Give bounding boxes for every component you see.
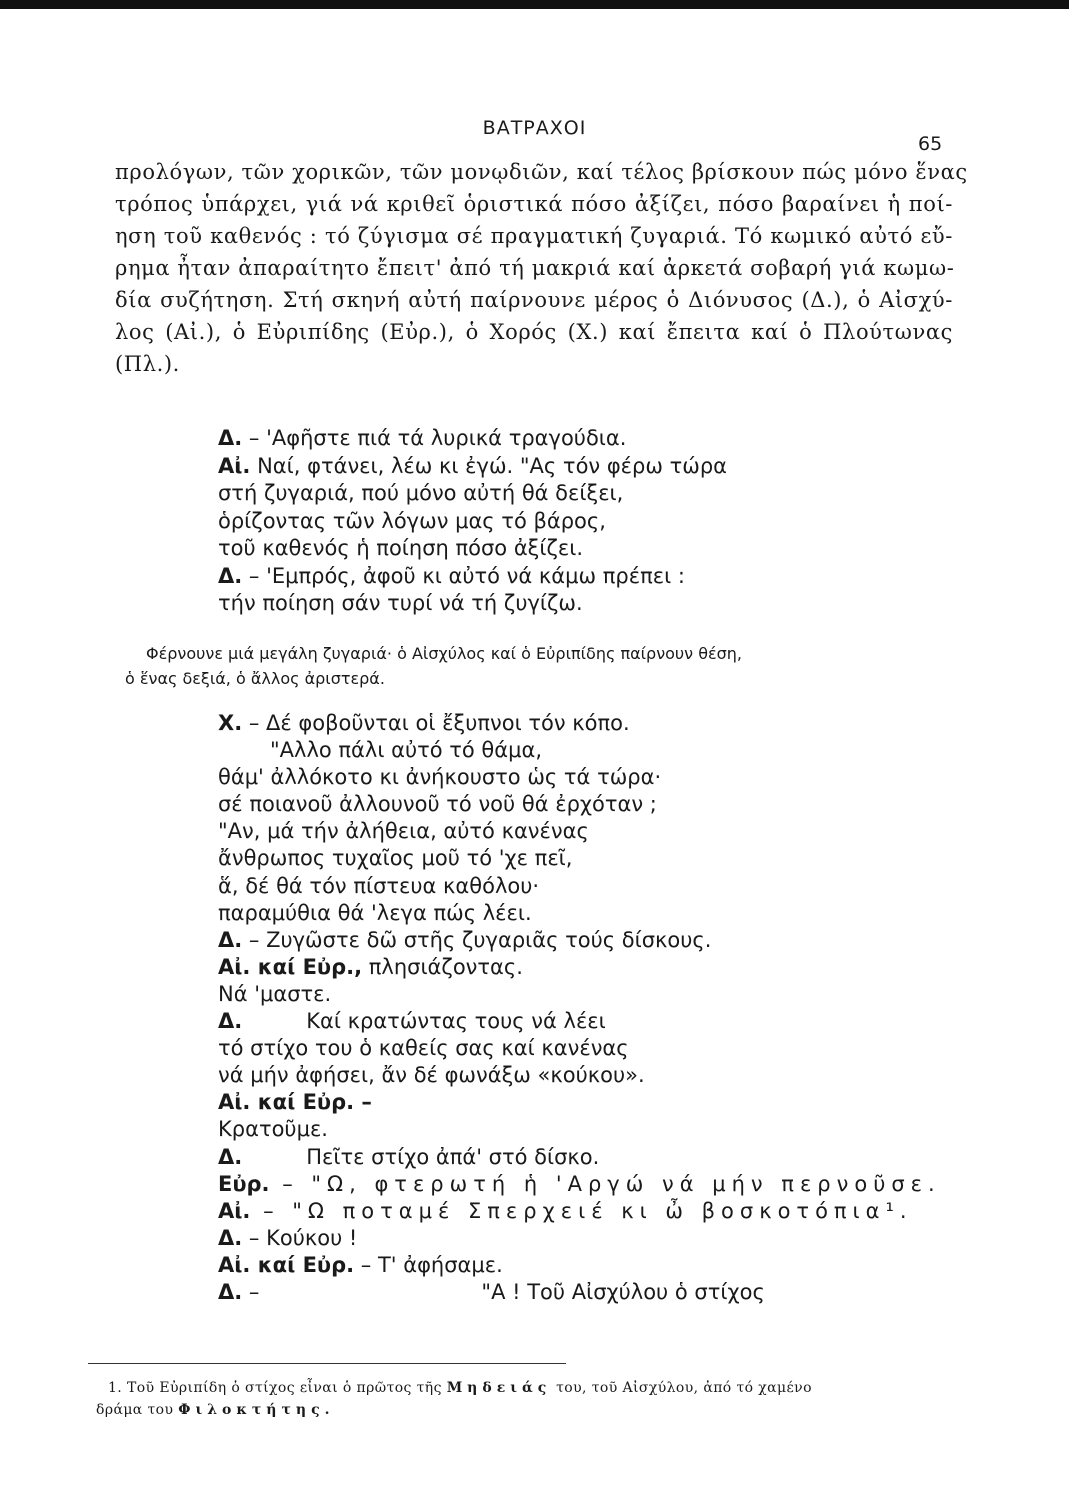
verse-line bbox=[218, 818, 941, 845]
verse-text: παραμύθια θά 'λεγα πώς λέει. bbox=[218, 900, 532, 925]
verse-line bbox=[218, 1252, 941, 1279]
speaker-label: Αἰ. bbox=[218, 453, 251, 478]
verse-line bbox=[218, 791, 941, 818]
speaker-label: Αἰ. καί Εὐρ. bbox=[218, 1252, 355, 1277]
verse-line bbox=[218, 710, 941, 737]
speaker-label: Δ. bbox=[218, 1144, 243, 1169]
verse-text: "Αλλο πάλι αὐτό τό θάμα, bbox=[270, 738, 542, 763]
footnote-text: του, τοῦ Αἰσχύλου, ἀπό τό χαμένο bbox=[556, 1380, 812, 1396]
prose-line: ρημα ἦταν ἀπαραίτητο ἔπειτ' ἀπό τή μακριά καί ἀρκετά σοβαρή γιά κωμω- bbox=[115, 256, 955, 280]
verse-text: – 'Αφῆστε πιά τά λυρικά τραγούδια. bbox=[242, 426, 627, 450]
verse-text: ὁρίζοντας τῶν λόγων μας τό βάρος, bbox=[218, 508, 606, 533]
verse-line bbox=[218, 1144, 941, 1171]
verse-line bbox=[218, 1198, 941, 1225]
verse-line bbox=[218, 764, 941, 791]
verse-text: θάμ' ἀλλόκοτο κι ἀνήκουστο ὡς τά τώρα· bbox=[218, 765, 662, 790]
verse-text: Νά 'μαστε. bbox=[218, 981, 332, 1006]
verse-line bbox=[218, 1171, 941, 1198]
verse-line bbox=[218, 981, 941, 1008]
verse-line bbox=[218, 737, 941, 764]
verse-text: "Α ! Τοῦ Αἰσχύλου ὁ στίχος bbox=[481, 1279, 765, 1304]
verse-line bbox=[218, 535, 727, 563]
verse-text: τοῦ καθενός ἡ ποίηση πόσο ἀξίζει. bbox=[218, 536, 584, 560]
top-edge-rule bbox=[0, 0, 1069, 9]
speaker-label: Εὐρ. bbox=[218, 1171, 270, 1196]
verse-text: Καί κρατώντας τους νά λέει bbox=[306, 1009, 606, 1034]
verse-dash: – bbox=[242, 1279, 260, 1304]
verse-text: ἄνθρωπος τυχαῖος μοῦ τό 'χε πεῖ, bbox=[218, 846, 573, 871]
speaker-label: Δ. bbox=[218, 1225, 243, 1250]
verse-text: τό στίχο του ὁ καθείς σας καί κανένας bbox=[218, 1036, 629, 1061]
verse-line bbox=[218, 873, 941, 900]
verse-line bbox=[218, 425, 727, 453]
speaker-label: Αἰ. bbox=[218, 1198, 251, 1223]
speaker-label: Αἰ. καί Εὐρ. – bbox=[218, 1090, 372, 1115]
running-title: ΒΑΤΡΑΧΟΙ bbox=[482, 117, 587, 139]
verse-line bbox=[218, 1116, 941, 1143]
verse-text: – Δέ φοβοῦνται οἱ ἔξυπνοι τόν κόπο. bbox=[242, 711, 630, 735]
verse-text: νά μήν ἀφήσει, ἄν δέ φωνάξω «κούκου». bbox=[218, 1063, 645, 1088]
verse-line bbox=[218, 563, 727, 591]
verse-line bbox=[218, 508, 727, 536]
verse-line bbox=[218, 480, 727, 508]
verse-text: τήν ποίηση σάν τυρί νά τή ζυγίζω. bbox=[218, 591, 583, 615]
prose-line: λος (Αἰ.), ὁ Εὐριπίδης (Εὐρ.), ὁ Χορός (Χ.) καί ἔπειτα καί ὁ Πλούτωνας bbox=[115, 320, 953, 344]
play-title: Φιλοκτήτης. bbox=[178, 1402, 335, 1418]
footnote-line bbox=[108, 1377, 968, 1399]
stage-direction-line: ὁ ἕνας δεξιά, ὁ ἄλλος ἀριστερά. bbox=[125, 669, 385, 688]
speaker-label: Χ. bbox=[218, 711, 243, 735]
verse-line bbox=[218, 1279, 941, 1306]
speaker-label: Δ. bbox=[218, 1279, 243, 1304]
speaker-label: Δ. bbox=[218, 563, 243, 588]
stage-direction-line: Φέρνουνε μιά μεγάλη ζυγαριά· ὁ Αἰσχύλος καί ὁ Εὐριπίδης παίρνουν θέση, bbox=[146, 644, 742, 663]
verse-line bbox=[218, 845, 941, 872]
verse-text: σέ ποιανοῦ ἀλλουνοῦ τό νοῦ θά ἐρχόταν ; bbox=[218, 792, 657, 817]
verse-text: – "Ω, φτερωτή ἡ 'Αργώ νά μήν περνοῦσε. bbox=[269, 1171, 941, 1196]
verse-text: – Τ' ἀφήσαμε. bbox=[354, 1252, 503, 1277]
verse-text: – 'Εμπρός, ἀφοῦ κι αὐτό νά κάμω πρέπει : bbox=[242, 563, 685, 588]
prose-line: τρόπος ὑπάρχει, γιά νά κριθεῖ ὁριστικά πόσο ἀξίζει, πόσο βαραίνει ἡ ποί- bbox=[115, 192, 953, 216]
verse-text: ἅ, δέ θά τόν πίστευα καθόλου· bbox=[218, 873, 540, 898]
verse-line bbox=[218, 900, 941, 927]
verse-line bbox=[218, 1008, 941, 1035]
speaker-label: Αἰ. καί Εὐρ., bbox=[218, 954, 363, 979]
verse-line bbox=[218, 1089, 941, 1116]
verse-block-2 bbox=[218, 710, 941, 1306]
page-number: 65 bbox=[918, 133, 943, 155]
verse-line bbox=[218, 453, 727, 481]
prose-line: δία συζήτηση. Στή σκηνή αὐτή παίρνουνε μέρος ὁ Διόνυσος (Δ.), ὁ Αἰσχύ- bbox=[115, 288, 953, 312]
footnote-line bbox=[96, 1399, 968, 1421]
verse-line bbox=[218, 1035, 941, 1062]
speaker-label: Δ. bbox=[218, 426, 243, 450]
verse-line bbox=[218, 1225, 941, 1252]
footnote bbox=[96, 1377, 968, 1421]
verse-block-1 bbox=[218, 425, 727, 618]
verse-line bbox=[218, 590, 727, 618]
footnote-text: δράμα του bbox=[96, 1402, 174, 1418]
verse-text: "Αν, μά τήν ἀλήθεια, αὐτό κανένας bbox=[218, 819, 589, 844]
verse-line bbox=[218, 954, 941, 981]
stage-direction bbox=[125, 641, 965, 691]
prose-paragraph bbox=[115, 156, 968, 380]
verse-text: Κρατοῦμε. bbox=[218, 1117, 328, 1142]
play-title: Μηδειάς bbox=[446, 1380, 552, 1396]
verse-text: στή ζυγαριά, πού μόνο αὐτή θά δείξει, bbox=[218, 481, 624, 505]
footnote-rule bbox=[88, 1363, 566, 1364]
verse-text: – "Ω ποταμέ Σπερχειέ κι ὦ βοσκοτόπια¹. bbox=[250, 1198, 913, 1223]
prose-line: ηση τοῦ καθενός : τό ζύγισμα σέ πραγματική ζυγαριά. Τό κωμικό αὐτό εὔ- bbox=[115, 224, 953, 248]
prose-line: προλόγων, τῶν χορικῶν, τῶν μονῳδιῶν, καί τέλος βρίσκουν πώς μόνο ἕνας bbox=[115, 160, 968, 184]
speaker-label: Δ. bbox=[218, 1009, 243, 1034]
verse-text: Πεῖτε στίχο ἀπά' στό δίσκο. bbox=[306, 1144, 600, 1169]
verse-text: Ναί, φτάνει, λέω κι ἐγώ. "Ας τόν φέρω τώρα bbox=[250, 453, 728, 478]
verse-line bbox=[218, 1062, 941, 1089]
verse-text: πλησιάζοντας. bbox=[362, 954, 523, 979]
footnote-text: 1. Τοῦ Εὐριπίδη ὁ στίχος εἶναι ὁ πρῶτος τῆς bbox=[108, 1380, 442, 1396]
prose-line: (Πλ.). bbox=[115, 352, 180, 376]
verse-line bbox=[218, 927, 941, 954]
verse-text: – Ζυγῶστε δῶ στῆς ζυγαριᾶς τούς δίσκους. bbox=[242, 927, 712, 952]
speaker-label: Δ. bbox=[218, 927, 243, 952]
verse-text: – Κούκου ! bbox=[242, 1225, 358, 1250]
